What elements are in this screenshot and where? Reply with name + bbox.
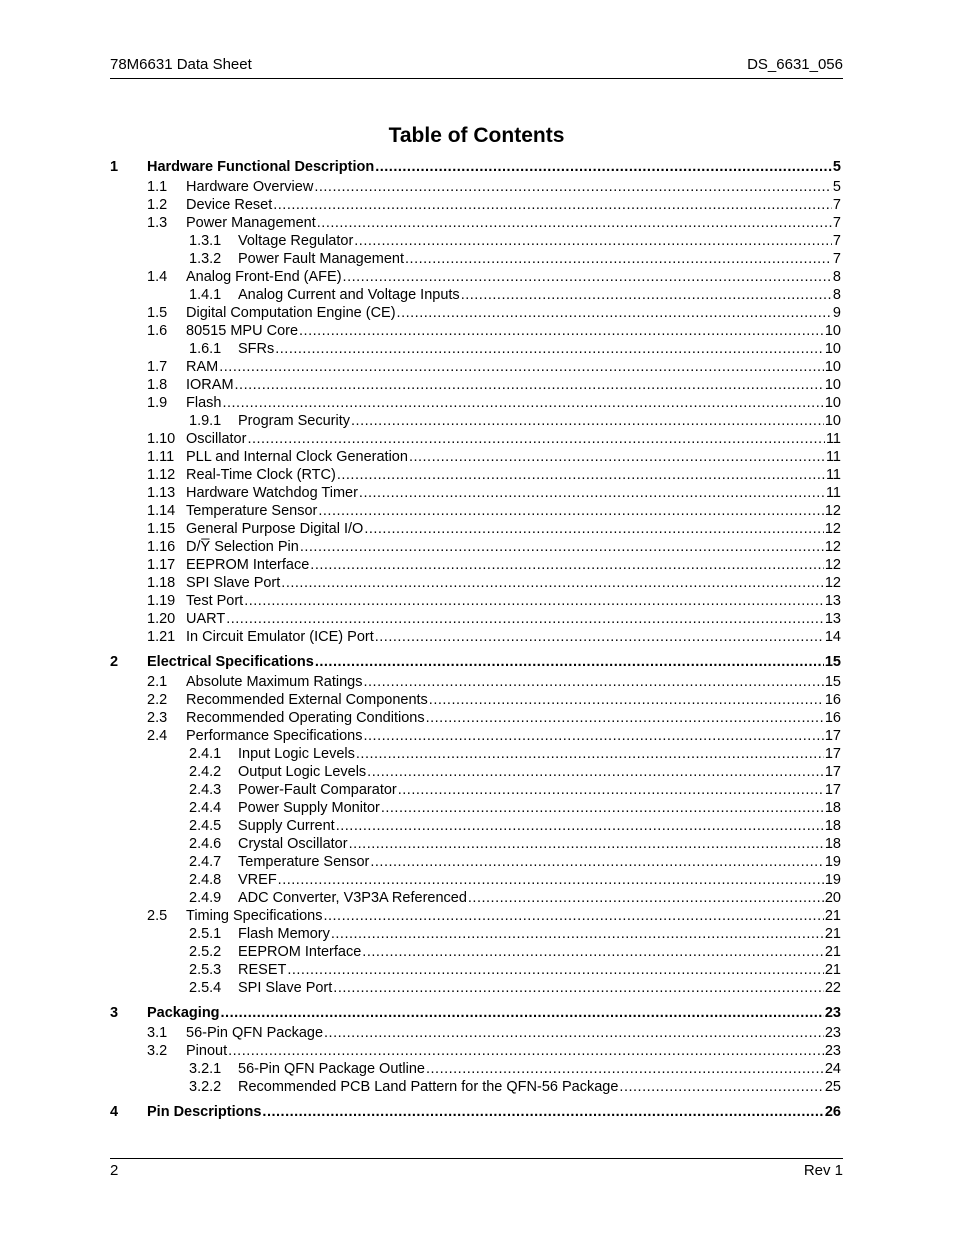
toc-entry-title: Hardware Functional Description xyxy=(147,159,375,175)
toc-dot-leader xyxy=(317,214,832,232)
toc-entry-number: 1.11 xyxy=(147,449,175,465)
toc-entry[interactable] xyxy=(110,835,841,853)
toc-entry[interactable] xyxy=(110,652,841,672)
toc-entry-page: 17 xyxy=(824,764,841,780)
toc-entry-title: 80515 MPU Core xyxy=(186,323,299,339)
toc-entry-page: 26 xyxy=(824,1104,841,1120)
toc-entry[interactable] xyxy=(110,250,841,268)
toc-entry[interactable] xyxy=(110,1042,841,1060)
toc-dot-leader xyxy=(461,286,832,304)
toc-entry-page: 10 xyxy=(824,341,841,357)
toc-entry-page: 21 xyxy=(824,926,841,942)
toc-entry[interactable] xyxy=(110,1060,841,1078)
toc-entry-number: 1.2 xyxy=(147,197,168,213)
toc-entry-title: D/Y̅ Selection Pin xyxy=(186,539,299,555)
toc-entry-number: 4 xyxy=(110,1104,119,1120)
toc-entry-title: Crystal Oscillator xyxy=(238,836,348,852)
toc-entry[interactable] xyxy=(110,925,841,943)
toc-dot-leader xyxy=(222,394,823,412)
toc-dot-leader xyxy=(314,178,832,196)
toc-entry[interactable] xyxy=(110,691,841,709)
toc-entry[interactable] xyxy=(110,979,841,997)
toc-entry-page: 16 xyxy=(824,692,841,708)
toc-entry-page: 11 xyxy=(825,431,841,447)
toc-entry-number: 2.5.2 xyxy=(189,944,222,960)
toc-entry-number: 1.3.2 xyxy=(189,251,222,267)
toc-entry-number: 1.8 xyxy=(147,377,168,393)
toc-entry-number: 1.9.1 xyxy=(189,413,222,429)
toc-entry[interactable] xyxy=(110,268,841,286)
toc-entry-number: 2.5.4 xyxy=(189,980,222,996)
toc-entry-page: 13 xyxy=(824,593,841,609)
toc-entry-title: Program Security xyxy=(238,413,351,429)
toc-entry[interactable] xyxy=(110,628,841,646)
toc-entry[interactable] xyxy=(110,799,841,817)
toc-dot-leader xyxy=(370,853,823,871)
toc-entry[interactable] xyxy=(110,484,841,502)
toc-entry[interactable] xyxy=(110,466,841,484)
toc-dot-leader xyxy=(244,592,824,610)
toc-entry-page: 10 xyxy=(824,377,841,393)
toc-entry-number: 2.4 xyxy=(147,728,168,744)
toc-entry-number: 1.6 xyxy=(147,323,168,339)
toc-entry-title: Real-Time Clock (RTC) xyxy=(186,467,336,483)
page-title: Table of Contents xyxy=(388,124,565,147)
toc-dot-leader xyxy=(426,709,824,727)
toc-dot-leader xyxy=(356,745,824,763)
toc-entry[interactable] xyxy=(110,232,841,250)
toc-entry-title: Recommended Operating Conditions xyxy=(186,710,425,726)
toc-entry-title: Test Port xyxy=(186,593,244,609)
toc-dot-leader xyxy=(364,673,824,691)
toc-entry-number: 1.7 xyxy=(147,359,168,375)
toc-entry-number: 1.16 xyxy=(147,539,176,555)
toc-entry[interactable] xyxy=(110,1024,841,1042)
toc-dot-leader xyxy=(367,763,824,781)
footer-revision: Rev 1 xyxy=(803,1162,843,1179)
toc-entry[interactable] xyxy=(110,502,841,520)
toc-entry-title: Absolute Maximum Ratings xyxy=(186,674,363,690)
toc-dot-leader xyxy=(228,1042,824,1060)
toc-entry-page: 11 xyxy=(825,485,841,501)
toc-entry-number: 3 xyxy=(110,1005,119,1021)
toc-entry-page: 18 xyxy=(824,836,841,852)
toc-entry-title: Hardware Watchdog Timer xyxy=(186,485,358,501)
header-doc-title: 78M6631 Data Sheet xyxy=(110,56,252,73)
toc-dot-leader xyxy=(262,1102,823,1122)
toc-entry-page: 11 xyxy=(825,449,841,465)
toc-dot-leader xyxy=(300,538,824,556)
toc-entry-number: 1.19 xyxy=(147,593,176,609)
toc-dot-leader xyxy=(409,448,825,466)
toc-entry[interactable] xyxy=(110,592,841,610)
toc-entry-number: 3.2.1 xyxy=(189,1061,222,1077)
toc-entry-number: 1.6.1 xyxy=(189,341,222,357)
toc-dot-leader xyxy=(349,835,824,853)
toc-entry-page: 15 xyxy=(824,654,841,670)
toc-entry-title: SFRs xyxy=(238,341,275,357)
toc-entry-number: 2.5 xyxy=(147,908,168,924)
toc-entry[interactable] xyxy=(110,286,841,304)
toc-dot-leader xyxy=(354,232,832,250)
toc-entry-title: Power Supply Monitor xyxy=(238,800,380,816)
toc-entry[interactable] xyxy=(110,871,841,889)
toc-entry[interactable] xyxy=(110,430,841,448)
toc-entry-number: 1.12 xyxy=(147,467,176,483)
toc-dot-leader xyxy=(324,1024,824,1042)
toc-entry-page: 21 xyxy=(824,944,841,960)
toc-entry-title: EEPROM Interface xyxy=(238,944,362,960)
toc-entry-page: 10 xyxy=(824,413,841,429)
toc-dot-leader xyxy=(219,358,824,376)
toc-entry[interactable] xyxy=(110,304,841,322)
toc-entry-page: 17 xyxy=(824,782,841,798)
toc-entry-number: 2.2 xyxy=(147,692,168,708)
toc-entry-title: Recommended PCB Land Pattern for the QFN-56 Package xyxy=(238,1079,619,1095)
toc-entry-page: 16 xyxy=(824,710,841,726)
toc-dot-leader xyxy=(275,340,824,358)
toc-dot-leader xyxy=(375,628,824,646)
toc-entry-title: Analog Current and Voltage Inputs xyxy=(238,287,460,303)
toc-entry-number: 1.14 xyxy=(147,503,176,519)
toc-entry-number: 2.5.1 xyxy=(189,926,222,942)
toc-entry-page: 17 xyxy=(824,728,841,744)
toc-dot-leader xyxy=(337,466,825,484)
toc-entry-title: ADC Converter, V3P3A Referenced xyxy=(238,890,467,906)
toc-dot-leader xyxy=(381,799,824,817)
toc-entry-number: 2.4.1 xyxy=(189,746,222,762)
toc-entry-number: 1.1 xyxy=(147,179,168,195)
toc-entry-title: UART xyxy=(186,611,226,627)
toc-entry[interactable] xyxy=(110,673,841,691)
toc-entry-page: 23 xyxy=(824,1025,841,1041)
toc-dot-leader xyxy=(351,412,824,430)
toc-dot-leader xyxy=(315,652,824,672)
toc-entry[interactable] xyxy=(110,763,841,781)
toc-entry-title: Output Logic Levels xyxy=(238,764,367,780)
toc-dot-leader xyxy=(278,871,824,889)
toc-entry-title: Voltage Regulator xyxy=(238,233,354,249)
toc-dot-leader xyxy=(226,610,824,628)
toc-entry-number: 2 xyxy=(110,654,119,670)
toc-entry[interactable] xyxy=(110,394,841,412)
toc-entry[interactable] xyxy=(110,322,841,340)
toc-dot-leader xyxy=(310,556,824,574)
toc-entry-number: 2.4.6 xyxy=(189,836,222,852)
toc-entry-title: Hardware Overview xyxy=(186,179,314,195)
toc-dot-leader xyxy=(333,979,824,997)
toc-entry-title: Pinout xyxy=(186,1043,228,1059)
toc-entry-page: 18 xyxy=(824,818,841,834)
toc-entry-title: RESET xyxy=(238,962,287,978)
toc-entry[interactable] xyxy=(110,376,841,394)
toc-dot-leader xyxy=(359,484,825,502)
toc-entry-number: 2.4.9 xyxy=(189,890,222,906)
toc-entry[interactable] xyxy=(110,358,841,376)
toc-dot-leader xyxy=(336,817,824,835)
toc-entry-title: Device Reset xyxy=(186,197,273,213)
toc-entry-page: 7 xyxy=(832,233,841,249)
toc-entry-number: 1.4.1 xyxy=(189,287,222,303)
toc-entry[interactable] xyxy=(110,889,841,907)
toc-entry-page: 23 xyxy=(824,1005,841,1021)
header-doc-number: DS_6631_056 xyxy=(747,56,843,73)
toc-entry-number: 2.4.4 xyxy=(189,800,222,816)
toc-entry[interactable] xyxy=(110,1003,841,1023)
toc-entry-number: 3.2.2 xyxy=(189,1079,222,1095)
toc-entry-title: Power-Fault Comparator xyxy=(238,782,397,798)
toc-entry-page: 12 xyxy=(824,521,841,537)
toc-entry-page: 18 xyxy=(824,800,841,816)
toc-dot-leader xyxy=(375,157,832,177)
toc-dot-leader xyxy=(343,268,832,286)
toc-entry-title: RAM xyxy=(186,359,219,375)
toc-entry-number: 2.4.7 xyxy=(189,854,222,870)
toc-dot-leader xyxy=(318,502,823,520)
toc-entry[interactable] xyxy=(110,520,841,538)
footer-page-number: 2 xyxy=(110,1162,119,1179)
toc-entry-page: 10 xyxy=(824,395,841,411)
toc-entry[interactable] xyxy=(110,943,841,961)
page-footer xyxy=(110,1158,843,1183)
toc-entry-number: 2.5.3 xyxy=(189,962,222,978)
toc-entry[interactable] xyxy=(110,214,841,232)
toc-entry-title: IORAM xyxy=(186,377,234,393)
toc-entry-number: 2.4.5 xyxy=(189,818,222,834)
toc-entry-page: 17 xyxy=(824,746,841,762)
toc-entry-page: 12 xyxy=(824,539,841,555)
toc-entry-number: 2.4.3 xyxy=(189,782,222,798)
toc-dot-leader xyxy=(405,250,832,268)
toc-entry[interactable] xyxy=(110,412,841,430)
toc-entry-number: 1.3 xyxy=(147,215,168,231)
toc-entry-number: 2.4.8 xyxy=(189,872,222,888)
toc-entry-page: 7 xyxy=(832,215,841,231)
toc-entry-page: 7 xyxy=(832,251,841,267)
toc-entry-number: 1.13 xyxy=(147,485,176,501)
toc-entry-title: 56-Pin QFN Package Outline xyxy=(238,1061,425,1077)
toc-entry-page: 15 xyxy=(824,674,841,690)
toc-entry[interactable] xyxy=(110,817,841,835)
toc-entry-title: Supply Current xyxy=(238,818,335,834)
toc-dot-leader xyxy=(619,1078,823,1096)
toc-entry-number: 3.1 xyxy=(147,1025,168,1041)
toc-dot-leader xyxy=(362,943,824,961)
toc-entry[interactable] xyxy=(110,157,841,177)
toc-entry[interactable] xyxy=(110,781,841,799)
toc-entry[interactable] xyxy=(110,1078,841,1096)
toc-entry-title: Recommended External Components xyxy=(186,692,428,708)
toc-entry-number: 1 xyxy=(110,159,119,175)
toc-entry-title: General Purpose Digital I/O xyxy=(186,521,364,537)
toc-entry-title: Digital Computation Engine (CE) xyxy=(186,305,396,321)
toc-entry[interactable] xyxy=(110,727,841,745)
toc-dot-leader xyxy=(235,376,824,394)
toc-dot-leader xyxy=(287,961,824,979)
toc-entry-title: Timing Specifications xyxy=(186,908,323,924)
toc-entry-number: 1.20 xyxy=(147,611,176,627)
toc-entry[interactable] xyxy=(110,853,841,871)
toc-dot-leader xyxy=(247,430,825,448)
toc-dot-leader xyxy=(429,691,824,709)
toc-dot-leader xyxy=(221,1003,824,1023)
toc-entry-page: 12 xyxy=(824,575,841,591)
toc-entry-page: 9 xyxy=(832,305,841,321)
toc-entry[interactable] xyxy=(110,340,841,358)
toc-dot-leader xyxy=(281,574,824,592)
toc-entry[interactable] xyxy=(110,556,841,574)
toc-entry-title: EEPROM Interface xyxy=(186,557,310,573)
toc-entry-number: 1.9 xyxy=(147,395,168,411)
toc-entry[interactable] xyxy=(110,196,841,214)
toc-entry-number: 2.3 xyxy=(147,710,168,726)
toc-entry-page: 5 xyxy=(832,159,841,175)
toc-entry-number: 1.21 xyxy=(147,629,176,645)
toc-entry-page: 10 xyxy=(824,359,841,375)
page-header xyxy=(110,54,843,79)
toc-entry-page: 13 xyxy=(824,611,841,627)
toc-entry-page: 8 xyxy=(832,269,841,285)
toc-entry-page: 19 xyxy=(824,872,841,888)
toc-dot-leader xyxy=(299,322,824,340)
toc-entry[interactable] xyxy=(110,1102,841,1122)
toc-entry-page: 5 xyxy=(832,179,841,195)
toc-entry[interactable] xyxy=(110,745,841,763)
toc-entry-title: 56-Pin QFN Package xyxy=(186,1025,324,1041)
toc-entry-page: 21 xyxy=(824,908,841,924)
toc-entry-page: 14 xyxy=(824,629,841,645)
toc-entry-title: SPI Slave Port xyxy=(186,575,281,591)
toc-entry-page: 22 xyxy=(824,980,841,996)
toc-entry-page: 12 xyxy=(824,503,841,519)
toc-entry[interactable] xyxy=(110,538,841,556)
toc-entry-page: 19 xyxy=(824,854,841,870)
toc-dot-leader xyxy=(426,1060,824,1078)
toc-entry-number: 1.15 xyxy=(147,521,176,537)
toc-entry-title: In Circuit Emulator (ICE) Port xyxy=(186,629,374,645)
toc-entry-page: 10 xyxy=(824,323,841,339)
toc-entry-page: 24 xyxy=(824,1061,841,1077)
toc-entry-title: Power Management xyxy=(186,215,316,231)
toc-dot-leader xyxy=(273,196,832,214)
toc-dot-leader xyxy=(397,304,832,322)
toc-entry[interactable] xyxy=(110,907,841,925)
toc-dot-leader xyxy=(331,925,824,943)
toc-entry-page: 12 xyxy=(824,557,841,573)
toc-entry-number: 1.18 xyxy=(147,575,176,591)
toc-entry-page: 8 xyxy=(832,287,841,303)
toc-entry-title: Electrical Specifications xyxy=(147,654,314,670)
toc-entry-title: Pin Descriptions xyxy=(147,1104,262,1120)
toc-entry-number: 1.3.1 xyxy=(189,233,222,249)
toc-entry-title: Temperature Sensor xyxy=(238,854,370,870)
toc-entry[interactable] xyxy=(110,574,841,592)
toc-entry-number: 2.1 xyxy=(147,674,168,690)
toc-entry-title: Input Logic Levels xyxy=(238,746,355,762)
toc-entry[interactable] xyxy=(110,961,841,979)
toc-dot-leader xyxy=(323,907,823,925)
toc-entry-title: PLL and Internal Clock Generation xyxy=(186,449,408,465)
toc-entry-title: Analog Front-End (AFE) xyxy=(186,269,342,285)
toc-entry[interactable] xyxy=(110,178,841,196)
toc-entry-title: Power Fault Management xyxy=(238,251,405,267)
toc-dot-leader xyxy=(364,520,824,538)
toc-entry-number: 2.4.2 xyxy=(189,764,222,780)
toc-entry[interactable] xyxy=(110,709,841,727)
toc-entry-number: 3.2 xyxy=(147,1043,168,1059)
toc-entry-page: 23 xyxy=(824,1043,841,1059)
toc-entry-page: 25 xyxy=(824,1079,841,1095)
toc-entry-number: 1.17 xyxy=(147,557,176,573)
toc-entry-title: Oscillator xyxy=(186,431,247,447)
toc-entry-page: 21 xyxy=(824,962,841,978)
toc-entry-title: Temperature Sensor xyxy=(186,503,318,519)
toc-entry-title: Flash Memory xyxy=(238,926,330,942)
toc-dot-leader xyxy=(364,727,824,745)
toc-entry-page: 7 xyxy=(832,197,841,213)
toc-entry-title: Packaging xyxy=(147,1005,220,1021)
toc-entry-title: Performance Specifications xyxy=(186,728,363,744)
toc-entry-page: 20 xyxy=(824,890,841,906)
toc-dot-leader xyxy=(398,781,824,799)
toc-entry[interactable] xyxy=(110,610,841,628)
toc-entry-number: 1.4 xyxy=(147,269,168,285)
toc-entry[interactable] xyxy=(110,448,841,466)
toc-dot-leader xyxy=(468,889,824,907)
toc-entry-title: VREF xyxy=(238,872,277,888)
toc-entry-title: SPI Slave Port xyxy=(238,980,333,996)
table-of-contents xyxy=(110,157,841,1122)
toc-entry-number: 1.5 xyxy=(147,305,168,321)
toc-entry-page: 11 xyxy=(825,467,841,483)
toc-entry-number: 1.10 xyxy=(147,431,176,447)
toc-entry-title: Flash xyxy=(186,395,222,411)
